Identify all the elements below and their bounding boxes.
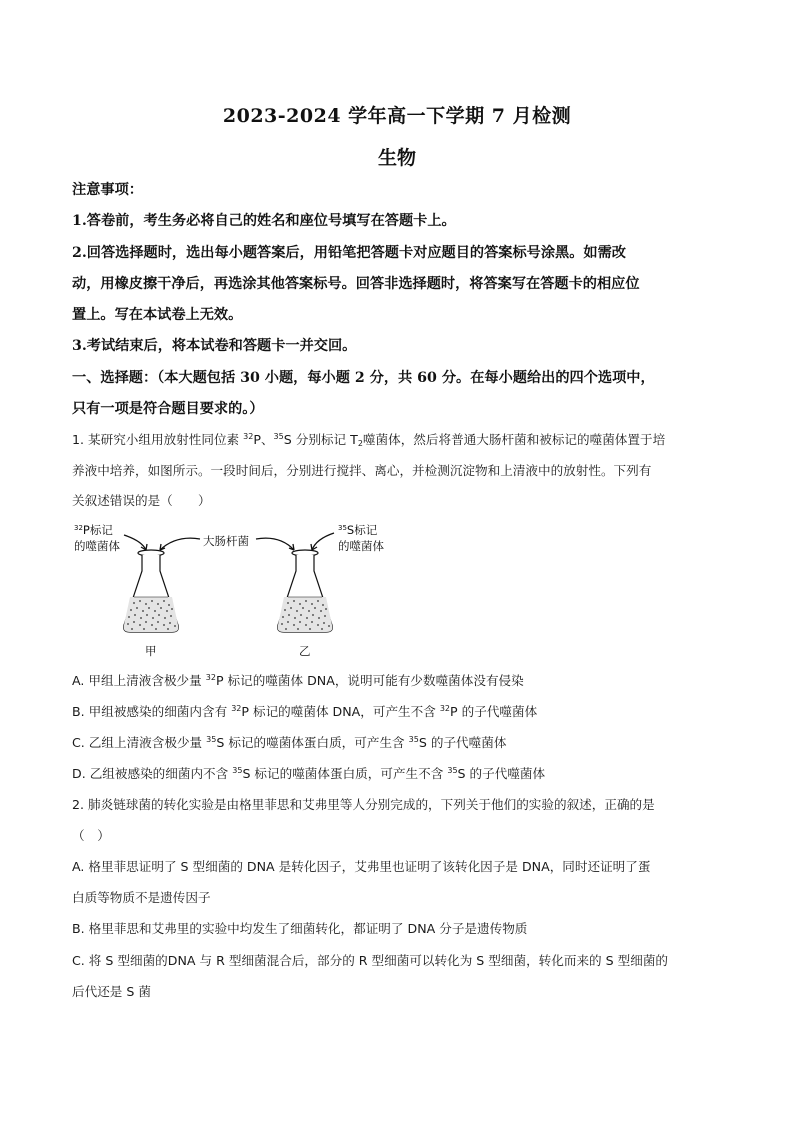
notice-item-3: 3.考试结束后，将本试卷和答题卡一并交回。 <box>72 338 357 354</box>
flask-left <box>124 550 179 632</box>
fig-left-label-line1: $^{32}$P标记 <box>74 523 113 537</box>
section-heading-line2: 只有一项是符合题目要求的。） <box>72 401 264 417</box>
q2-stem-line1: 2. 肺炎链球菌的转化实验是由格里菲思和艾弗里等人分别完成的，下列关于他们的实验的叙述，正确的是 <box>72 797 655 812</box>
exam-title: 2023-2024 学年高一下学期 7 月检测 <box>222 105 572 127</box>
notice-item-2-line2: 动，用橡皮擦干净后，再选涂其他答案标号。回答非选择题时，将答案写在答题卡的相应位 <box>72 276 640 292</box>
q1-option-d: D. 乙组被感染的细菌内不含 $^{35}$S 标记的噬菌体蛋白质，可产生不含 $^{35}$S 的子代噬菌体 <box>72 766 546 781</box>
q1-stem-line2: 养液中培养，如图所示。一段时间后，分别进行搅拌、离心，并检测沉淀物和上清液中的放射性。下列有 <box>72 463 652 478</box>
fig-right-label-line2: 的噬菌体 <box>338 539 384 553</box>
arrow-center-to-right <box>256 538 294 550</box>
q1-option-a: A. 甲组上清液含极少量 $^{32}$P 标记的噬菌体 DNA，说明可能有少数噬菌体没有侵染 <box>72 673 524 688</box>
q1-option-c: C. 乙组上清液含极少量 $^{35}$S 标记的噬菌体蛋白质，可产生含 $^{35}$S 的子代噬菌体 <box>72 735 507 750</box>
flask-left-label: 甲 <box>145 644 157 658</box>
section-heading-line1: 一、选择题：（本大题包括 30 小题，每小题 2 分，共 60 分。在每小题给出的四个选项中， <box>72 370 655 386</box>
notice-item-2-line3: 置上。写在本试卷上无效。 <box>72 307 243 323</box>
q1-option-b: B. 甲组被感染的细菌内含有 $^{32}$P 标记的噬菌体 DNA，可产生不含 $^{32}$P 的子代噬菌体 <box>72 704 538 719</box>
q2-option-a-line2: 白质等物质不是遗传因子 <box>72 890 211 905</box>
q2-option-c-line1: C. 将 S 型细菌的DNA 与 R 型细菌混合后，部分的 R 型细菌可以转化为 S 型细菌，转化而来的 S 型细菌的 <box>72 953 669 968</box>
q2-option-b: B. 格里菲思和艾弗里的实验中均发生了细菌转化，都证明了 DNA 分子是遗传物质 <box>72 921 528 936</box>
q2-option-c-line2: 后代还是 S 菌 <box>72 984 151 999</box>
fig-left-label-line2: 的噬菌体 <box>74 539 120 553</box>
notice-heading: 注意事项： <box>72 182 143 198</box>
flask-right <box>278 550 333 632</box>
fig-center-label: 大肠杆菌 <box>203 534 249 548</box>
q2-stem-line2: （ ） <box>72 828 110 843</box>
q1-stem-line1: 1. 某研究小组用放射性同位素 $^{32}$P、$^{35}$S 分别标记 $T_2$噬菌体，然后将普通大肠杆菌和被标记的噬菌体置于培 <box>72 432 666 448</box>
q1-stem-line3: 关叙述错误的是（ ） <box>72 493 211 508</box>
phage-experiment-figure <box>72 521 402 661</box>
q2-option-a-line1: A. 格里菲思证明了 S 型细菌的 DNA 是转化因子，艾弗里也证明了该转化因子是 DNA，同时还证明了蛋 <box>72 859 651 874</box>
flask-right-label: 乙 <box>299 644 311 658</box>
notice-item-1: 1.答卷前，考生务必将自己的姓名和座位号填写在答题卡上。 <box>72 213 456 229</box>
fig-right-label-line1: $^{35}$S标记 <box>338 523 378 537</box>
notice-item-2-line1: 2.回答选择题时，选出每小题答案后，用铅笔把答题卡对应题目的答案标号涂黑。如需改 <box>72 245 626 261</box>
arrow-center-to-left <box>160 538 200 550</box>
subject-title: 生物 <box>377 147 416 169</box>
